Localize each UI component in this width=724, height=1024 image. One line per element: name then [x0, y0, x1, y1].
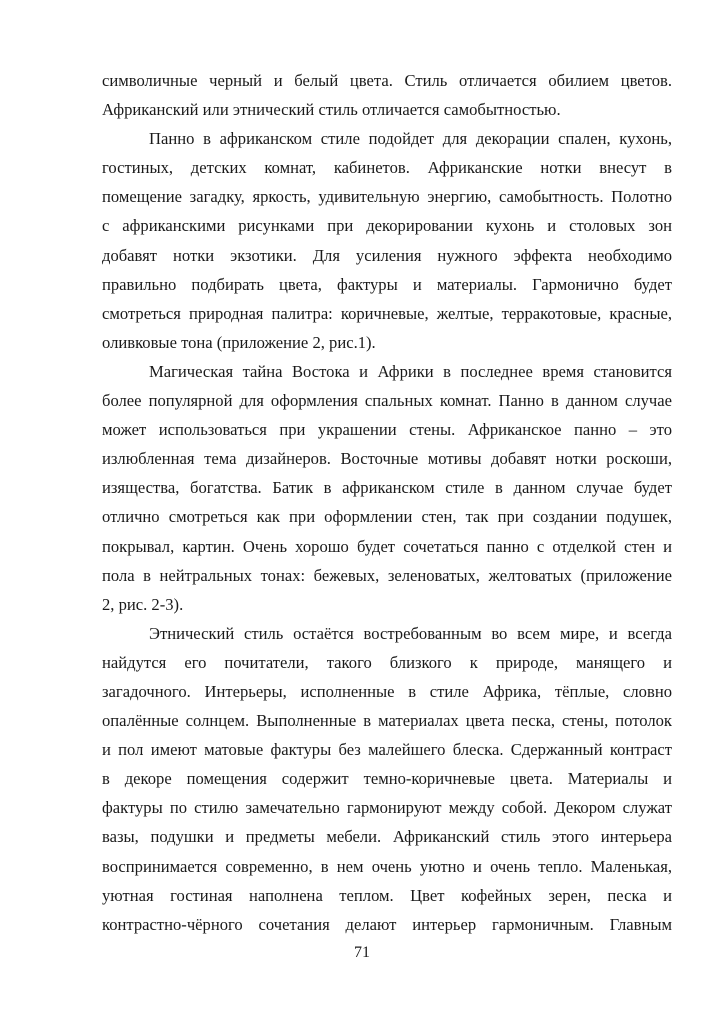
- text-line: оливковые тона (приложение 2, рис.1).: [102, 332, 376, 352]
- paragraph-2: [102, 124, 672, 357]
- paragraph-1: [102, 66, 672, 124]
- text-line: пола в нейтральных тонах: бежевых, зеленоватых, желтоватых (приложение: [102, 565, 672, 585]
- text-line: вазы, подушки и предметы мебели. Африканский стиль этого интерьера: [102, 827, 672, 847]
- text-line: уютная гостиная наполнена теплом. Цвет кофейных зерен, песка и: [102, 885, 672, 905]
- text-line: контрастно-чёрного сочетания делают интерьер гармоничным. Главным: [102, 914, 672, 934]
- text-line: гостиных, детских комнат, кабинетов. Африканские нотки внесут в: [102, 158, 672, 178]
- paragraph-4: [102, 619, 672, 939]
- text-line: смотреться природная палитра: коричневые, желтые, терракотовые, красные,: [102, 303, 672, 323]
- body-text: [102, 66, 672, 939]
- paragraph-3: [102, 357, 672, 619]
- text-line: символичные черный и белый цвета. Стиль отличается обилием цветов.: [102, 71, 672, 90]
- text-line: фактуры по стилю замечательно гармонируют между собой. Декором служат: [102, 798, 672, 818]
- text-line: правильно подбирать цвета, фактуры и материалы. Гармонично будет: [102, 274, 672, 294]
- text-line: Панно в африканском стиле подойдет для декорации спален, кухонь,: [149, 129, 672, 149]
- text-line: покрывал, картин. Очень хорошо будет сочетаться панно с отделкой стен и: [102, 536, 672, 556]
- text-line: изящества, богатства. Батик в африканском стиле в данном случае будет: [102, 478, 672, 498]
- text-line: может использоваться при украшении стены. Африканское панно – это: [102, 420, 672, 440]
- text-line: Этнический стиль остаётся востребованным во всем мире, и всегда: [149, 623, 672, 643]
- text-line: 2, рис. 2-3).: [102, 594, 184, 614]
- text-line: Магическая тайна Востока и Африки в последнее время становится: [149, 361, 672, 381]
- text-line: найдутся его почитатели, такого близкого к природе, манящего и: [102, 652, 672, 672]
- text-line: Африканский или этнический стиль отличается самобытностью.: [102, 100, 561, 120]
- text-line: добавят нотки экзотики. Для усиления нужного эффекта необходимо: [102, 245, 672, 265]
- text-line: в декоре помещения содержит темно-коричневые цвета. Материалы и: [102, 769, 672, 789]
- text-line: помещение загадку, яркость, удивительную энергию, самобытность. Полотно: [102, 187, 672, 207]
- text-line: более популярной для оформления спальных комнат. Панно в данном случае: [102, 391, 672, 411]
- text-line: отлично смотреться как при оформлении стен, так при создании подушек,: [102, 507, 672, 527]
- text-line: излюбленная тема дизайнеров. Восточные мотивы добавят нотки роскоши,: [102, 449, 672, 469]
- text-line: загадочного. Интерьеры, исполненные в стиле Африка, тёплые, словно: [102, 681, 672, 701]
- text-line: опалённые солнцем. Выполненные в материалах цвета песка, стены, потолок: [102, 711, 672, 731]
- text-line: с африканскими рисунками при декорировании кухонь и столовых зон: [102, 216, 672, 236]
- text-line: воспринимается современно, в нем очень уютно и очень тепло. Маленькая,: [102, 856, 672, 876]
- text-line: и пол имеют матовые фактуры без малейшего блеска. Сдержанный контраст: [102, 740, 672, 760]
- page-number: 71: [354, 944, 370, 961]
